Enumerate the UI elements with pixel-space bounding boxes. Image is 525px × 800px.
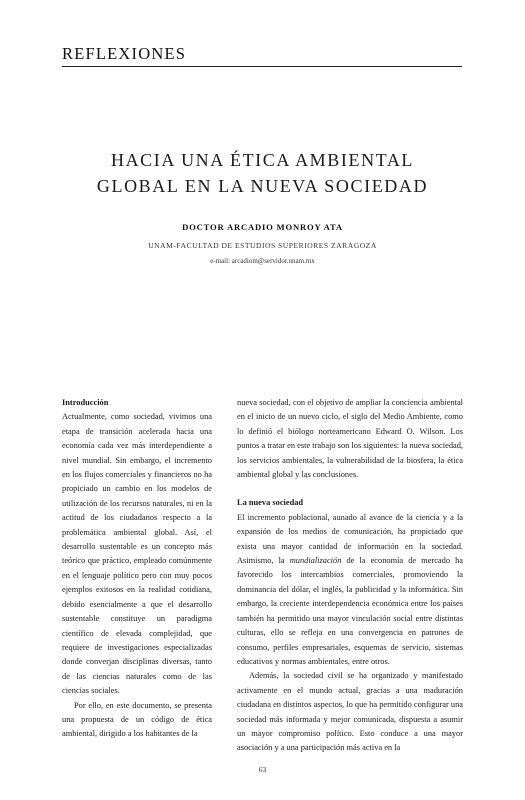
author-name: DOCTOR ARCADIO MONROY ATA	[182, 222, 343, 232]
article-title-line-1: HACIA UNA ÉTICA AMBIENTAL	[110, 150, 415, 170]
paragraph: nueva sociedad, con el objetivo de ampliar la conciencia ambiental en el inicio de un nuevo ciclo, el siglo del Medio Ambiente, como lo definió el biólogo norteamericano Edward O. Wilson. Los puntos a tratar en este trabajo son los siguientes: la nueva sociedad, los servicios ambientales, la vulnerabilidad de la biosfera, la ética ambiental global y las conclusiones.	[237, 398, 463, 480]
paragraph: Actualmente, como sociedad, vivimos una etapa de transición acelerada hacia una economía cada vez más interdependiente a nivel mundial. Sin embargo, el incremento en los flujos comerciales y financieros no ha propiciado un cambio en los modelos de utilización de los recursos naturales, ni en la actitud de los ciudadanos respecto a la problemática ambiental global. Así, el desarrollo sustentable es un concepto más teórico que práctico, empleado comúnmente en el lenguaje político pero con muy pocos ejemplos exitosos en la realidad cotidiana, debido esencialmente a que el desarrollo sustentable constituye un paradigma científico de elevada complejidad, que requiere de investigaciones especializadas donde converjan disciplinas diversas, tanto de las ciencias naturales como de las ciencias sociales.	[62, 412, 212, 696]
text-run: de la economía de mercado ha favorecido los intercambios comerciales, promoviendo la dominancia del dólar, el inglés, la publicidad y la informática. Sin embargo, la creciente interdependencia económica entre los países también ha permitido una mayor vinculación social entre distintas culturas, ello se refleja en una convergencia en patrones de consumo, perfiles empresariales, esquemas de servicio, sistemas educativos y normas ambientales, entre otros.	[237, 556, 463, 666]
author-affiliation: UNAM-FACULTAD DE ESTUDIOS SUPERIORES ZARAGOZA	[148, 241, 377, 250]
emphasized-term: mundialización	[289, 556, 342, 566]
paragraph: Además, la sociedad civil se ha organizado y manifestado activamente en el mundo actual, gracias a una maduración ciudadana en distintos aspectos, lo que ha permitido configurar una sociedad más informada y mejor comunicada, dispuesta a asumir un mayor compromiso político. Esto conduce a una mayor asociación y a una participación más activa en la	[237, 671, 463, 753]
page-number: 63	[258, 765, 267, 774]
section-label: REFLEXIONES	[62, 44, 187, 63]
text-run: El incremento poblacional, aunado al avance de la ciencia y a la expansión de los medios de comunicación, ha propiciado que exista una mayor cantidad de información en la sociedad. Asimismo, la	[237, 512, 463, 566]
article-title-line-2: GLOBAL EN LA NUEVA SOCIEDAD	[96, 176, 429, 196]
section-heading-introduccion: Introducción	[62, 398, 109, 407]
section-rule	[62, 66, 462, 67]
author-email: e-mail: arcadiom@servidor.unam.mx	[210, 257, 315, 265]
paragraph	[237, 511, 463, 669]
right-column	[237, 396, 463, 756]
section-heading-nueva-sociedad: La nueva sociedad	[237, 498, 304, 508]
left-column	[62, 396, 212, 742]
paragraph: Por ello, en este documento, se presenta una propuesta de un código de ética ambiental, dirigido a los habitantes de la	[62, 700, 212, 739]
